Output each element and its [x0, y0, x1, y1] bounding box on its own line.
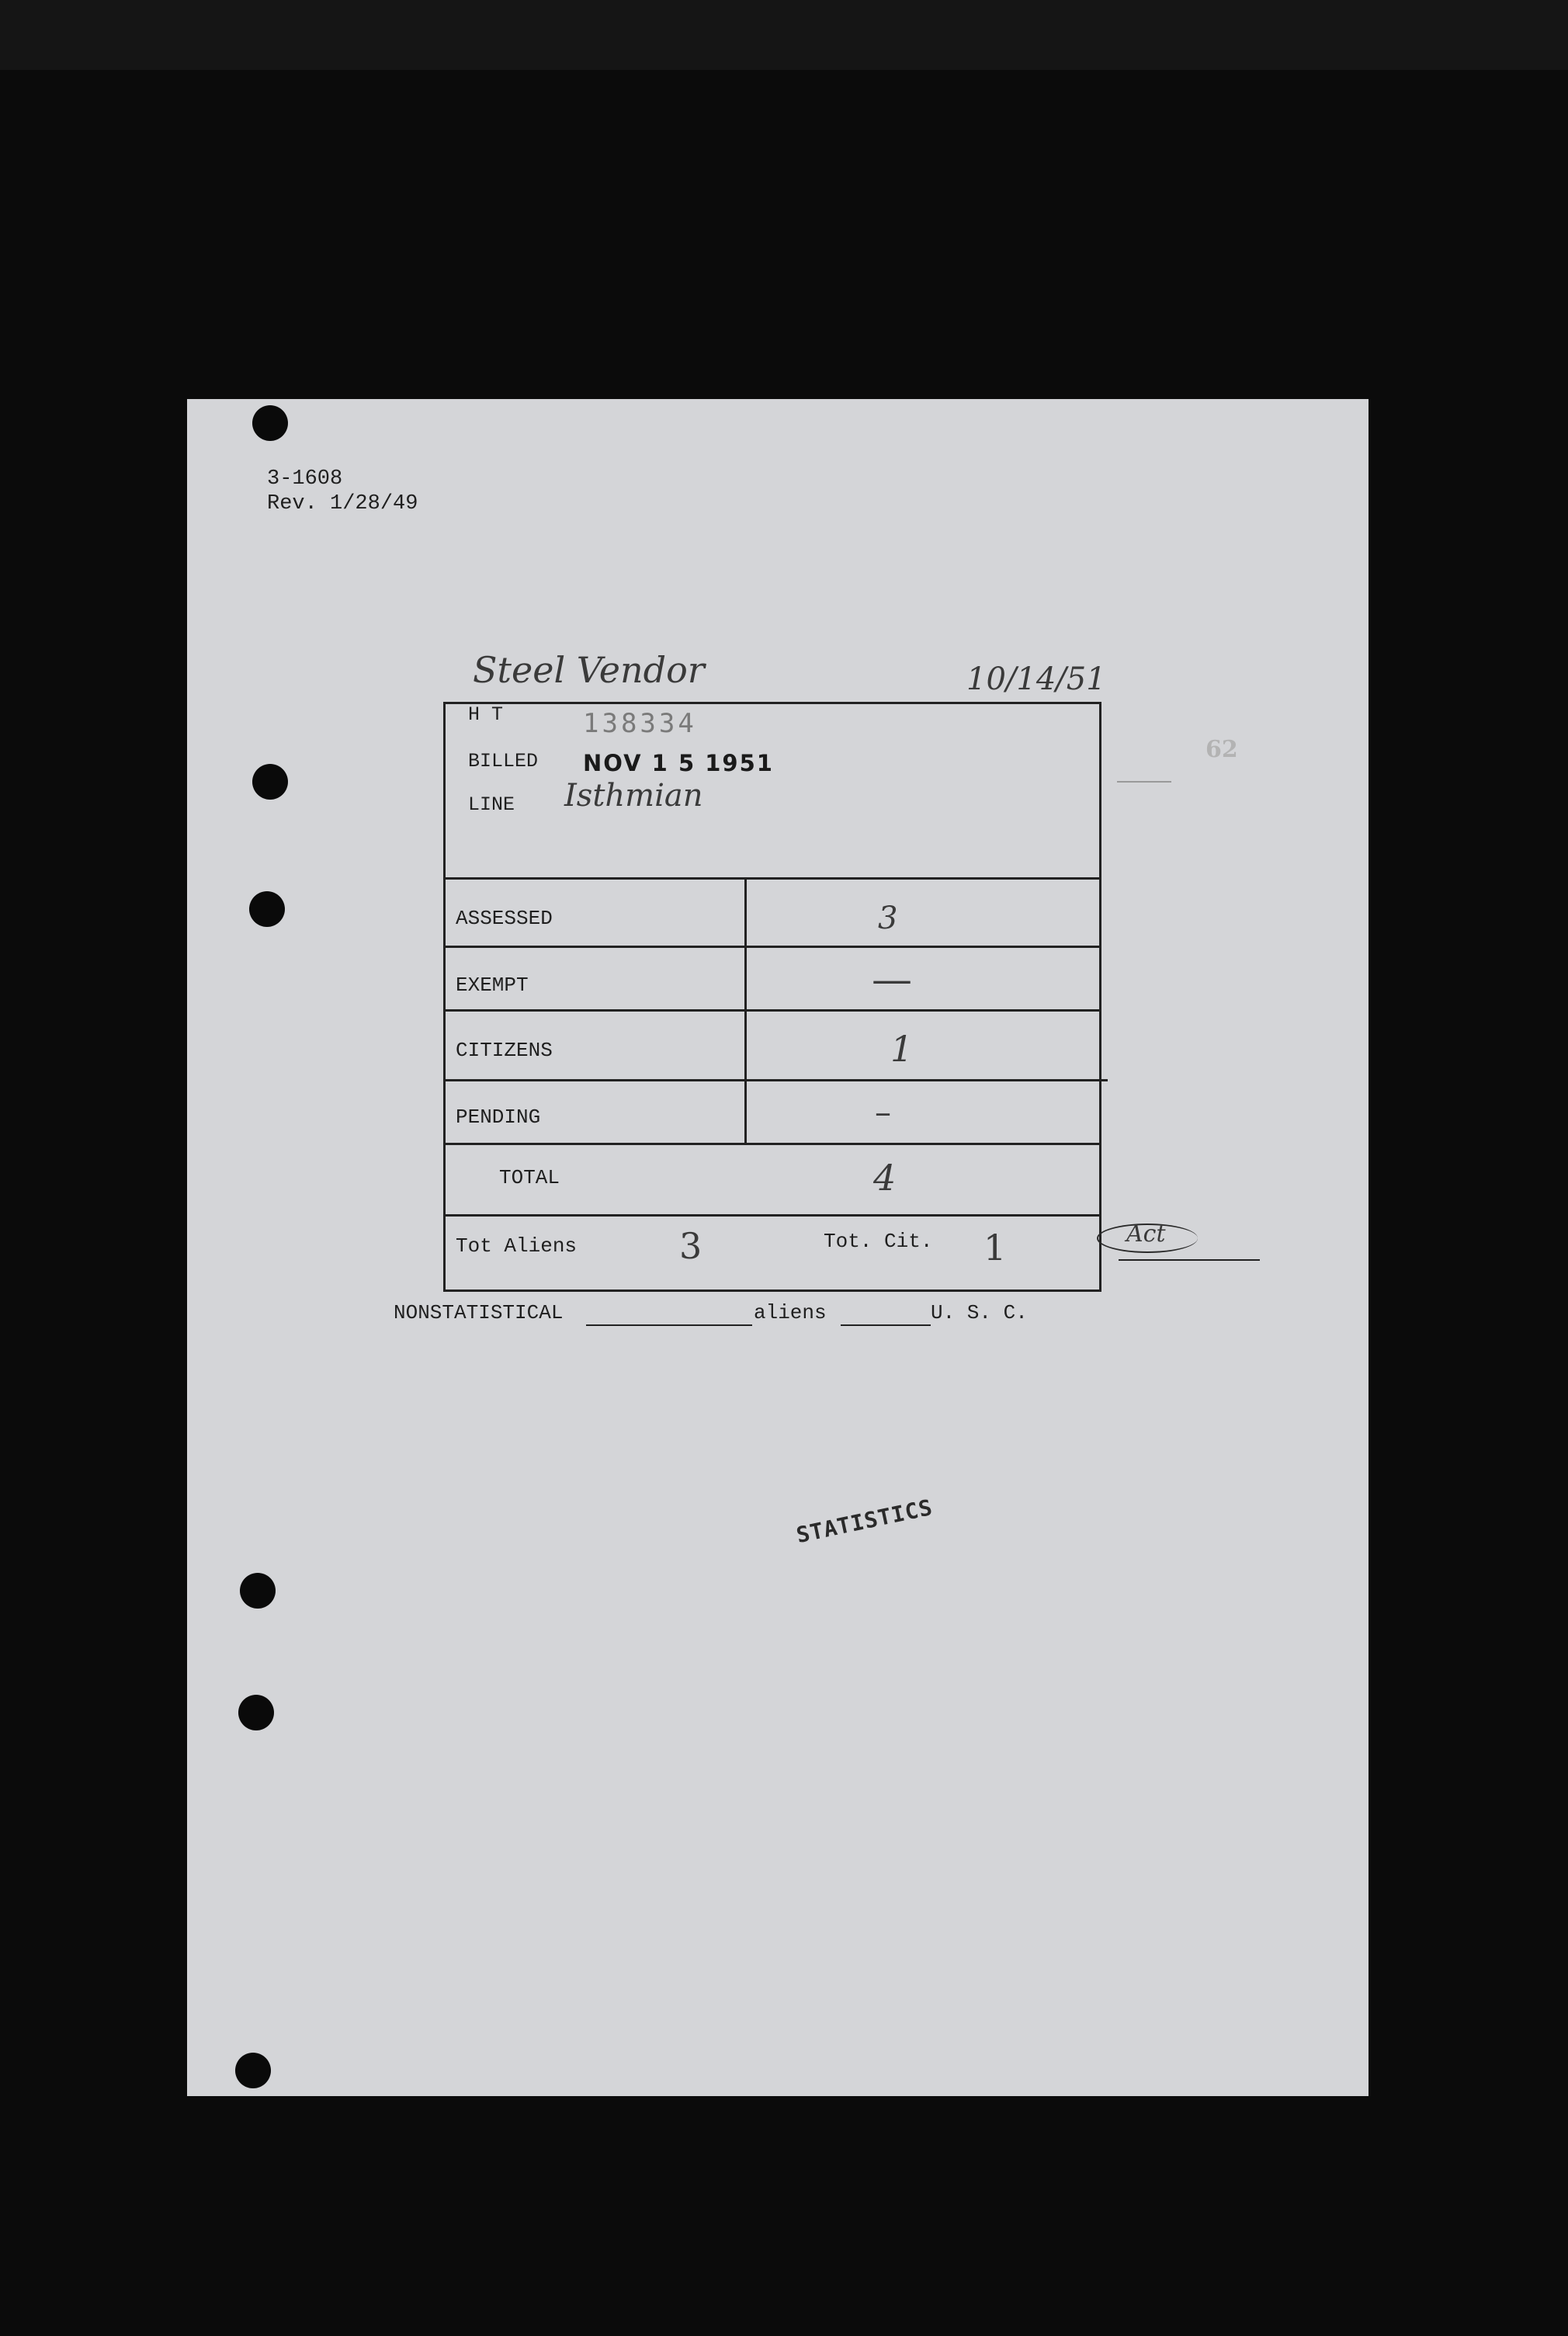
divider [443, 946, 1101, 948]
assessment-table [443, 702, 1101, 1292]
ht-label: H T [468, 703, 504, 726]
aliens-blank [841, 1324, 931, 1326]
form-sheet [187, 399, 1369, 2096]
nonstatistical-label: NONSTATISTICAL [394, 1301, 564, 1324]
ht-number-stamp: 138334 [583, 708, 697, 739]
row-label-exempt: EXEMPT [456, 974, 529, 997]
tot-aliens-label: Tot Aliens [456, 1234, 578, 1258]
tot-aliens-value: 3 [679, 1225, 702, 1267]
divider [443, 1009, 1101, 1012]
punch-hole [235, 2053, 271, 2088]
punch-hole [252, 405, 288, 441]
row-label-assessed: ASSESSED [456, 907, 553, 930]
row-value-exempt: — [872, 956, 912, 1003]
tot-cit-label: Tot. Cit. [824, 1230, 933, 1253]
line-name-handwritten: Isthmian [564, 778, 703, 814]
statistics-stamp: STATISTICS [794, 1494, 935, 1549]
punch-hole [238, 1695, 274, 1730]
line-label: LINE [468, 793, 515, 816]
divider [443, 1079, 1108, 1081]
initials-handwritten: Act [1126, 1220, 1166, 1248]
margin-mark [1117, 781, 1171, 783]
nonstat-blank [586, 1324, 752, 1326]
form-number: 3-1608 [267, 467, 343, 491]
total-value: 4 [873, 1157, 897, 1199]
nonstat-usc-label: U. S. C. [931, 1301, 1028, 1324]
row-value-pending: – [875, 1093, 891, 1131]
divider [443, 1143, 1101, 1145]
row-value-assessed: 3 [878, 901, 898, 936]
punch-hole [252, 764, 288, 800]
punch-hole [240, 1573, 276, 1609]
form-revision: Rev. 1/28/49 [267, 492, 418, 515]
date-handwritten: 10/14/51 [966, 661, 1106, 697]
punch-hole [249, 891, 285, 927]
billed-date-stamp: NOV 1 5 1951 [583, 750, 774, 776]
tot-cit-value: 1 [983, 1227, 1007, 1269]
initials-underline [1119, 1259, 1260, 1261]
billed-label: BILLED [468, 750, 539, 772]
divider [443, 1214, 1101, 1217]
scan-border [0, 0, 1568, 70]
column-divider [744, 877, 747, 1144]
row-label-pending: PENDING [456, 1106, 541, 1129]
total-label: TOTAL [499, 1166, 560, 1189]
margin-number: 62 [1205, 736, 1238, 763]
divider [443, 877, 1101, 880]
vessel-name-handwritten: Steel Vendor [473, 649, 705, 691]
row-label-citizens: CITIZENS [456, 1039, 553, 1062]
row-value-citizens: 1 [890, 1028, 914, 1070]
nonstat-aliens-label: aliens [754, 1301, 827, 1324]
